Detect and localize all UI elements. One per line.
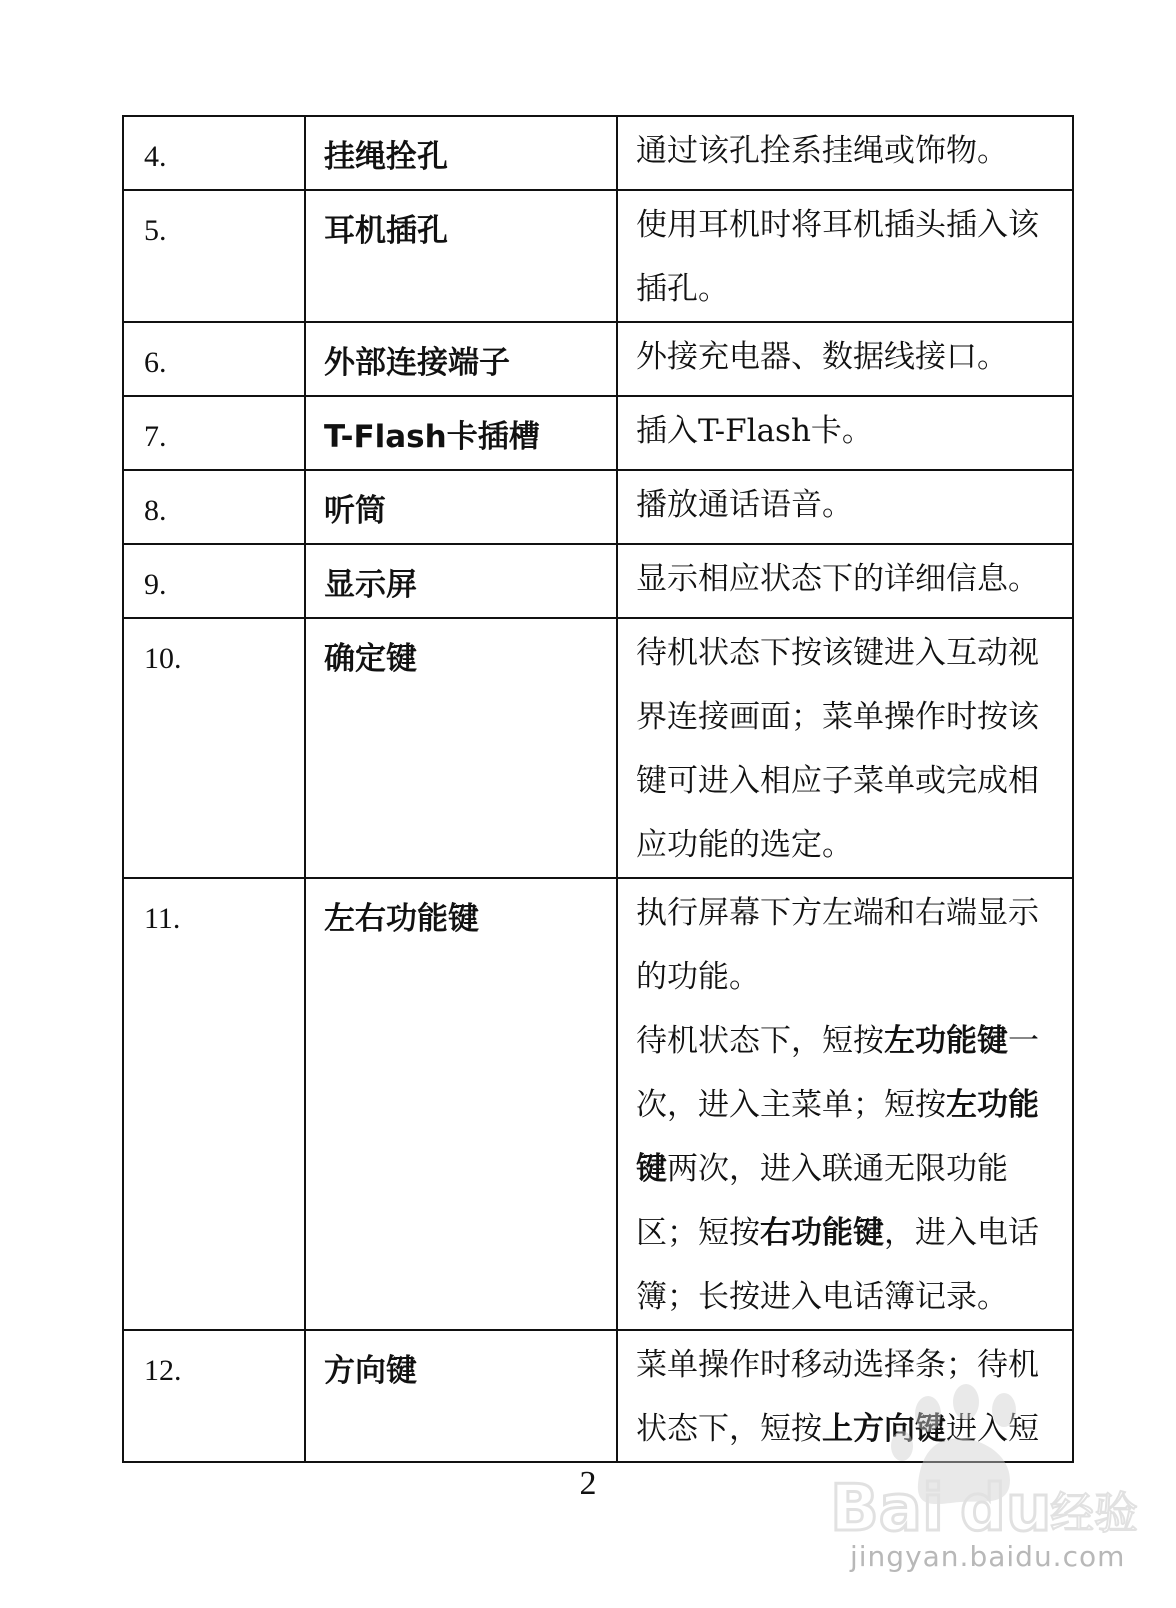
component-description	[617, 190, 1073, 322]
bold-key-term: 上方向键	[822, 1411, 946, 1447]
component-description	[617, 396, 1073, 470]
component-table-body	[123, 116, 1073, 1462]
bold-key-term: 左功能键	[884, 1023, 1008, 1059]
component-description	[617, 116, 1073, 190]
table-row	[123, 878, 1073, 1330]
component-name: 外部连接端子	[305, 322, 617, 396]
row-number: 7.	[123, 396, 305, 470]
component-name: 确定键	[305, 618, 617, 878]
description-text: 执行屏幕下方左端和右端显示的功能。	[636, 895, 1039, 995]
row-number: 11.	[123, 878, 305, 1330]
table-row	[123, 116, 1073, 190]
description-text: 菜单操作时移动选择条；待机状态下，短按	[636, 1347, 1039, 1447]
description-text: 待机状态下，短按	[636, 1023, 884, 1059]
row-number: 5.	[123, 190, 305, 322]
component-name: T-Flash卡插槽	[305, 396, 617, 470]
table-row	[123, 544, 1073, 618]
description-text: 通过该孔拴系挂绳或饰物。	[636, 133, 1008, 169]
description-text: 插入T-Flash卡。	[636, 413, 873, 449]
bold-key-term: 左功能键	[636, 1087, 1039, 1187]
table-row	[123, 396, 1073, 470]
svg-text:经验: 经验	[1050, 1488, 1138, 1539]
description-text: 待机状态下按该键进入互动视界连接画面；菜单操作时按该键可进入相应子菜单或完成相应功能的选定。	[636, 635, 1039, 863]
table-row	[123, 190, 1073, 322]
row-number: 12.	[123, 1330, 305, 1462]
description-text: 两次，进入联通无限功能区；短按	[636, 1151, 1008, 1251]
row-number: 9.	[123, 544, 305, 618]
component-name: 显示屏	[305, 544, 617, 618]
row-number: 6.	[123, 322, 305, 396]
component-description	[617, 470, 1073, 544]
row-number: 8.	[123, 470, 305, 544]
description-text: 外接充电器、数据线接口。	[636, 339, 1008, 375]
row-number: 10.	[123, 618, 305, 878]
table-row	[123, 618, 1073, 878]
table-row	[123, 470, 1073, 544]
component-name: 挂绳拴孔	[305, 116, 617, 190]
bold-key-term: 右功能键	[760, 1215, 884, 1251]
component-description	[617, 618, 1073, 878]
description-text: 播放通话语音。	[636, 487, 853, 523]
component-table	[122, 115, 1074, 1463]
description-text: 进入短	[946, 1411, 1039, 1447]
description-text: 显示相应状态下的详细信息。	[636, 561, 1039, 597]
description-paragraph	[636, 881, 1058, 1009]
svg-text:Bai: Bai	[830, 1472, 944, 1546]
component-name: 听筒	[305, 470, 617, 544]
page-number: 2	[579, 1465, 597, 1502]
watermark-url: jingyan.baidu.com	[850, 1540, 1126, 1573]
component-description	[617, 544, 1073, 618]
component-description	[617, 322, 1073, 396]
component-name: 方向键	[305, 1330, 617, 1462]
row-number: 4.	[123, 116, 305, 190]
svg-text:du: du	[960, 1472, 1052, 1546]
description-text: ，进入电话簿；长按进入电话簿记录。	[636, 1215, 1039, 1315]
description-text: 一次，进入主菜单；短按	[636, 1023, 1039, 1123]
table-row	[123, 322, 1073, 396]
description-text: 使用耳机时将耳机插头插入该插孔。	[636, 207, 1039, 307]
component-name: 耳机插孔	[305, 190, 617, 322]
component-description	[617, 878, 1073, 1330]
component-name: 左右功能键	[305, 878, 617, 1330]
